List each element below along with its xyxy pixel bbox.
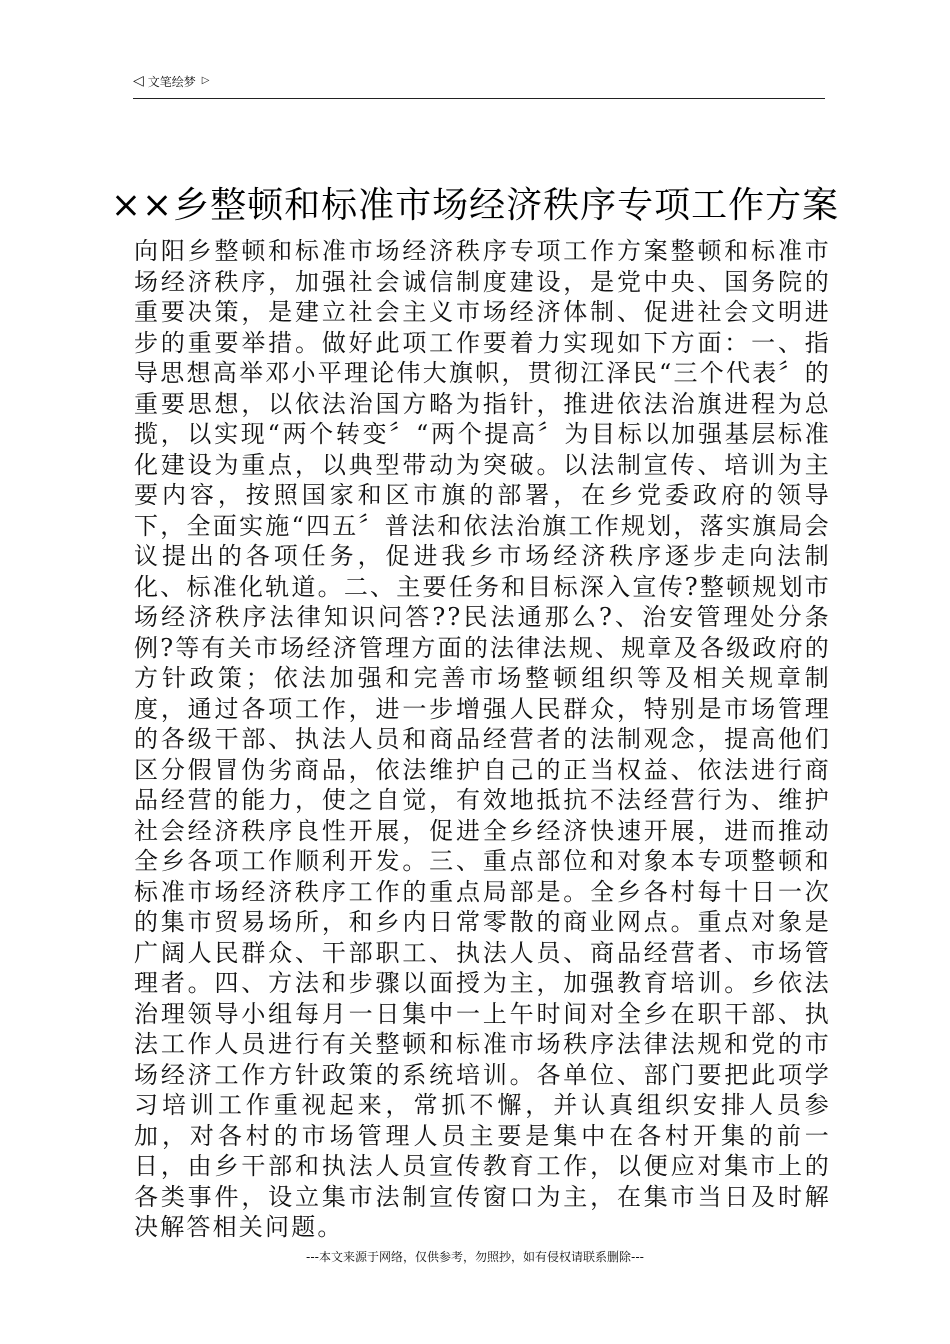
page-footer: ---本文来源于网络，仅供参考，勿照抄，如有侵权请联系删除--- [306, 1250, 644, 1264]
page-header [133, 74, 825, 99]
left-triangle-icon: ◁ [133, 73, 144, 89]
header-text: 文笔绘梦 [147, 75, 196, 89]
document-title: ××乡整顿和标准市场经济秩序专项工作方案 [110, 185, 840, 226]
document-body: 向阳乡整顿和标准市场经济秩序专项工作方案整顿和标准市场经济秩序，加强社会诚信制度建设，是党中央、国务院的重要决策，是建立社会主义市场经济体制、促进社会文明进步的重要举措。做好此项工作要着力实现如下方面：一、指导思想高举邓小平理论伟大旗帜，贯彻江泽民“三个代表〞的重要思想，以依法治国方略为指针，推进依法治旗进程为总揽，以实现“两个转变〞“两个提高〞为目标以加强基层标准化建设为重点，以典型带动为突破。以法制宣传、培训为主要内容，按照国家和区市旗的部署，在乡党委政府的领导下，全面实施“四五〞普法和依法治旗工作规划，落实旗局会议提出的各项任务，促进我乡市场经济秩序逐步走向法制化、标准化轨道。二、主要任务和目标深入宣传?整顿规划市场经济秩序法律知识问答??民法通那么?、治安管理处分条例?等有关市场经济管理方面的法律法规、规章及各级政府的方针政策；依法加强和完善市场整顿组织等及相关规章制度，通过各项工作，进一步增强人民群众，特别是市场管理的各级干部、执法人员和商品经营者的法制观念，提高他们区分假冒伪劣商品，依法维护自己的正当权益、依法进行商品经营的能力，使之自觉，有效地抵抗不法经营行为、维护社会经济秩序良性开展，促进全乡经济快速开展，进而推动全乡各项工作顺利开发。三、重点部位和对象本专项整顿和标准市场经济秩序工作的重点局部是。全乡各村每十日一次的集市贸易场所，和乡内日常零散的商业网点。重点对象是广阔人民群众、干部职工、执法人员、商品经营者、市场管理者。四、方法和步骤以面授为主，加强教育培训。乡依法治理领导小组每月一日集中一上午时间对全乡在职干部、执法工作人员进行有关整顿和标准市场秩序法律法规和党的市场经济工作方针政策的系统培训。各单位、部门要把此项学习培训工作重视起来，常抓不懈，并认真组织安排人员参加，对各村的市场管理人员主要是集中在各村开集的前一日，由乡干部和执法人员宣传教育工作，以便应对集市上的各类事件，设立集市法制宣传窗口为主，在集市当日及时解决解答相关问题。 [134, 237, 831, 1241]
right-triangle-icon: ▷ [201, 75, 210, 86]
